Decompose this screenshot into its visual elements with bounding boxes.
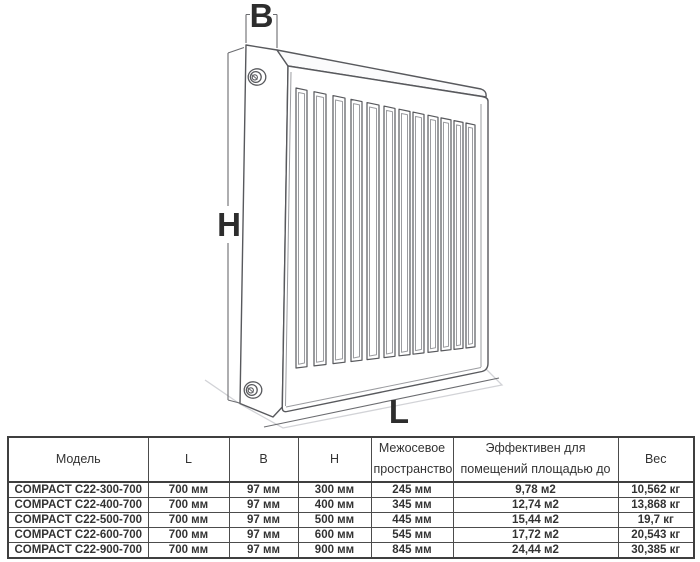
cell-area: 24,44 м2 — [453, 542, 618, 558]
cell-h: 600 мм — [298, 527, 371, 542]
cell-l: 700 мм — [148, 512, 229, 527]
cell-area: 9,78 м2 — [453, 482, 618, 498]
col-header-l: L — [148, 437, 229, 482]
cell-model: COMPACT C22-600-700 — [8, 527, 148, 542]
radiator-body — [240, 45, 488, 417]
cell-h: 300 мм — [298, 482, 371, 498]
col-header-area: Эффективен для помещений площадью до — [453, 437, 618, 482]
col-header-spacing: Межосевое пространство — [371, 437, 453, 482]
cell-model: COMPACT C22-900-700 — [8, 542, 148, 558]
cell-h: 400 мм — [298, 497, 371, 512]
col-header-h: H — [298, 437, 371, 482]
table-row — [8, 482, 694, 498]
cell-b: 97 мм — [229, 542, 298, 558]
cell-b: 97 мм — [229, 497, 298, 512]
cell-b: 97 мм — [229, 512, 298, 527]
cell-weight: 30,385 кг — [618, 542, 694, 558]
cell-l: 700 мм — [148, 542, 229, 558]
table-row — [8, 527, 694, 542]
table-row — [8, 542, 694, 558]
cell-area: 15,44 м2 — [453, 512, 618, 527]
spec-table — [7, 436, 695, 559]
cell-h: 500 мм — [298, 512, 371, 527]
dimension-l-label: L — [388, 393, 410, 430]
cell-l: 700 мм — [148, 482, 229, 498]
cell-spacing: 245 мм — [371, 482, 453, 498]
cell-area: 12,74 м2 — [453, 497, 618, 512]
dimension-b-label: B — [249, 0, 274, 34]
cell-h: 900 мм — [298, 542, 371, 558]
cell-spacing: 545 мм — [371, 527, 453, 542]
cell-weight: 13,868 кг — [618, 497, 694, 512]
header-row — [8, 437, 694, 482]
cell-model: COMPACT C22-500-700 — [8, 512, 148, 527]
valve-fitting-bottom — [244, 382, 262, 398]
cell-model: COMPACT C22-400-700 — [8, 497, 148, 512]
spec-table-body — [8, 482, 694, 558]
cell-l: 700 мм — [148, 497, 229, 512]
col-header-model: Модель — [8, 437, 148, 482]
table-row — [8, 512, 694, 527]
col-header-weight: Вес — [618, 437, 694, 482]
table-row — [8, 497, 694, 512]
spec-table-header — [8, 437, 694, 482]
cell-weight: 20,543 кг — [618, 527, 694, 542]
dimension-h-label: H — [217, 206, 241, 243]
cell-spacing: 345 мм — [371, 497, 453, 512]
cell-weight: 19,7 кг — [618, 512, 694, 527]
dimension-h — [217, 48, 244, 404]
radiator-side-panel — [240, 45, 288, 417]
cell-model: COMPACT C22-300-700 — [8, 482, 148, 498]
cell-l: 700 мм — [148, 527, 229, 542]
cell-weight: 10,562 кг — [618, 482, 694, 498]
cell-area: 17,72 м2 — [453, 527, 618, 542]
cell-b: 97 мм — [229, 482, 298, 498]
dimension-b — [246, 0, 277, 48]
col-header-b: B — [229, 437, 298, 482]
cell-b: 97 мм — [229, 527, 298, 542]
cell-spacing: 445 мм — [371, 512, 453, 527]
cell-spacing: 845 мм — [371, 542, 453, 558]
valve-fitting-top — [248, 69, 266, 85]
